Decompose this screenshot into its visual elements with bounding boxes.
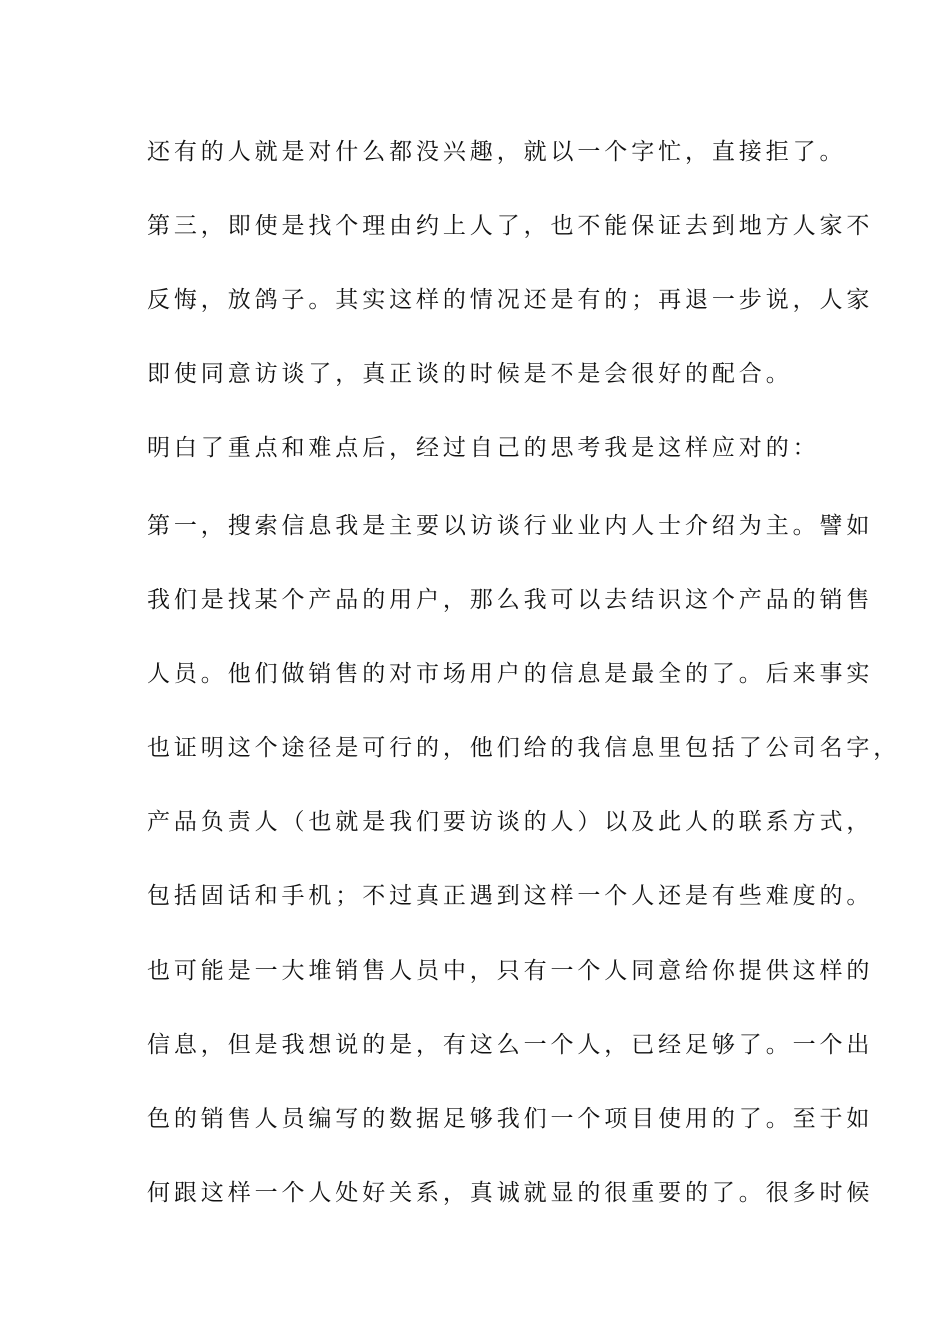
text-line-4: 即使同意访谈了，真正谈的时候是不是会很好的配合。 [147, 361, 793, 387]
text-line-14: 色的销售人员编写的数据足够我们一个项目使用的了。至于如 [147, 1106, 874, 1132]
text-line-5: 明白了重点和难点后，经过自己的思考我是这样应对的： [147, 435, 820, 461]
text-line-9: 也证明这个途径是可行的，他们给的我信息里包括了公司名字， [147, 735, 901, 761]
text-line-7: 我们是找某个产品的用户，那么我可以去结识这个产品的销售 [147, 587, 874, 613]
text-line-6: 第一，搜索信息我是主要以访谈行业业内人士介绍为主。譬如 [147, 513, 874, 539]
text-line-3: 反悔，放鸽子。其实这样的情况还是有的；再退一步说，人家 [147, 287, 874, 313]
text-line-15: 何跟这样一个人处好关系，真诚就显的很重要的了。很多时候 [147, 1180, 874, 1206]
text-line-8: 人员。他们做销售的对市场用户的信息是最全的了。后来事实 [147, 661, 874, 687]
text-line-2: 第三，即使是找个理由约上人了，也不能保证去到地方人家不 [147, 213, 874, 239]
text-line-13: 信息，但是我想说的是，有这么一个人，已经足够了。一个出 [147, 1032, 874, 1058]
text-line-10: 产品负责人（也就是我们要访谈的人）以及此人的联系方式， [147, 809, 874, 835]
text-line-1: 还有的人就是对什么都没兴趣，就以一个字忙，直接拒了。 [147, 139, 847, 165]
text-line-12: 也可能是一大堆销售人员中，只有一个人同意给你提供这样的 [147, 958, 874, 984]
text-line-11: 包括固话和手机；不过真正遇到这样一个人还是有些难度的。 [147, 883, 874, 909]
